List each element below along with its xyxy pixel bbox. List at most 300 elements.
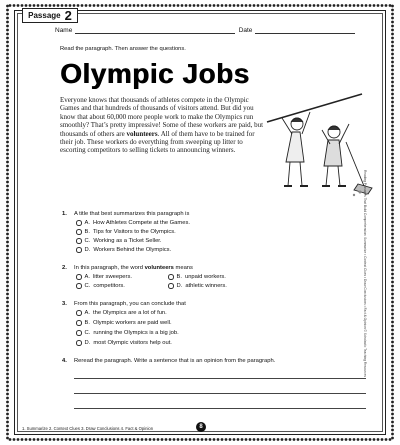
- border-dot: [225, 438, 228, 441]
- border-dot: [391, 253, 394, 256]
- border-dot: [237, 438, 240, 441]
- border-dot: [391, 49, 394, 52]
- border-dot: [45, 4, 48, 7]
- border-dot: [69, 438, 72, 441]
- border-dot: [185, 438, 188, 441]
- option-text: Workers Behind the Olympics.: [93, 247, 172, 253]
- passage-number: 2: [64, 8, 72, 23]
- border-dot: [97, 4, 100, 7]
- border-dot: [373, 438, 376, 441]
- border-dot: [6, 345, 9, 348]
- border-dot: [6, 133, 9, 136]
- border-dot: [391, 289, 394, 292]
- border-dot: [33, 438, 36, 441]
- border-dot: [237, 4, 240, 7]
- border-dot: [81, 4, 84, 7]
- border-dot: [391, 425, 394, 428]
- border-dot: [293, 4, 296, 7]
- border-dot: [177, 4, 180, 7]
- border-dot: [6, 165, 9, 168]
- border-dot: [6, 373, 9, 376]
- border-dot: [391, 213, 394, 216]
- border-dot: [6, 189, 9, 192]
- border-dot: [391, 361, 394, 364]
- border-dot: [337, 438, 340, 441]
- border-dot: [391, 21, 394, 24]
- option-letter: D.: [176, 283, 183, 289]
- border-dot: [391, 25, 394, 28]
- border-dot: [6, 29, 9, 32]
- answer-line-2[interactable]: [74, 393, 366, 394]
- q2-option-b[interactable]: [168, 274, 226, 280]
- border-dot: [329, 4, 332, 7]
- border-dot: [391, 169, 394, 172]
- border-dot: [6, 385, 9, 388]
- border-dot: [391, 373, 394, 376]
- border-dot: [6, 285, 9, 288]
- border-dot: [6, 225, 9, 228]
- q1-option-b[interactable]: [76, 229, 176, 235]
- border-dot: [145, 4, 148, 7]
- border-dot: [6, 109, 9, 112]
- border-dot: [6, 253, 9, 256]
- border-dot: [6, 297, 9, 300]
- border-dot: [391, 173, 394, 176]
- option-text: the Olympics are a lot of fun.: [92, 310, 167, 316]
- border-dot: [337, 4, 340, 7]
- border-dot: [391, 353, 394, 356]
- border-dot: [6, 417, 9, 420]
- border-dot: [329, 438, 332, 441]
- answer-bubble[interactable]: [76, 238, 82, 244]
- border-dot: [391, 137, 394, 140]
- border-dot: [41, 4, 44, 7]
- border-dot: [391, 5, 394, 8]
- border-dot: [391, 217, 394, 220]
- border-dot: [193, 438, 196, 441]
- border-dot: [245, 4, 248, 7]
- border-dot: [221, 4, 224, 7]
- border-dot: [141, 438, 144, 441]
- border-dot: [369, 438, 372, 441]
- answer-bubble[interactable]: [76, 274, 82, 280]
- border-dot: [181, 4, 184, 7]
- answer-bubble[interactable]: [76, 340, 82, 346]
- border-dot: [6, 301, 9, 304]
- option-letter: B.: [84, 229, 90, 235]
- border-dot: [6, 153, 9, 156]
- border-dot: [391, 149, 394, 152]
- border-dot: [6, 17, 9, 20]
- border-dot: [391, 77, 394, 80]
- q2-option-a[interactable]: [76, 274, 132, 280]
- border-dot: [391, 377, 394, 380]
- border-dot: [6, 93, 9, 96]
- border-dot: [6, 213, 9, 216]
- border-dot: [6, 41, 9, 44]
- border-dot: [6, 105, 9, 108]
- border-dot: [165, 4, 168, 7]
- question-3: [62, 301, 186, 307]
- border-dot: [129, 438, 132, 441]
- border-dot: [105, 438, 108, 441]
- border-dot: [29, 438, 32, 441]
- border-dot: [391, 205, 394, 208]
- border-dot: [217, 438, 220, 441]
- answer-bubble[interactable]: [76, 229, 82, 235]
- question-4-prompt: Reread the paragraph. Write a sentence that is an opinion from the paragraph.: [74, 358, 276, 364]
- border-dot: [273, 438, 276, 441]
- border-dot: [391, 109, 394, 112]
- border-dot: [6, 353, 9, 356]
- border-dot: [6, 237, 9, 240]
- border-dot: [391, 421, 394, 424]
- border-dot: [6, 257, 9, 260]
- border-dot: [149, 438, 152, 441]
- answer-bubble[interactable]: [76, 330, 82, 336]
- border-dot: [125, 438, 128, 441]
- border-dot: [385, 438, 388, 441]
- border-dot: [65, 438, 68, 441]
- border-dot: [6, 25, 9, 28]
- option-text: competitors.: [93, 283, 125, 289]
- option-letter: C.: [84, 330, 91, 336]
- q3-option-a[interactable]: [76, 310, 167, 316]
- border-dot: [81, 438, 84, 441]
- border-dot: [265, 438, 268, 441]
- answer-bubble[interactable]: [76, 247, 82, 253]
- border-dot: [321, 4, 324, 7]
- border-dot: [49, 438, 52, 441]
- border-dot: [121, 438, 124, 441]
- option-letter: A.: [84, 220, 90, 226]
- border-dot: [6, 205, 9, 208]
- border-dot: [391, 89, 394, 92]
- border-dot: [6, 413, 9, 416]
- border-dot: [6, 309, 9, 312]
- border-dot: [93, 4, 96, 7]
- border-dot: [249, 438, 252, 441]
- border-dot: [85, 4, 88, 7]
- border-dot: [69, 4, 72, 7]
- border-dot: [189, 4, 192, 7]
- border-dot: [6, 245, 9, 248]
- border-dot: [6, 49, 9, 52]
- border-dot: [391, 145, 394, 148]
- border-dot: [85, 438, 88, 441]
- border-dot: [261, 4, 264, 7]
- passage-tab: [22, 8, 78, 23]
- border-dot: [6, 21, 9, 24]
- border-dot: [213, 438, 216, 441]
- border-dot: [391, 301, 394, 304]
- border-dot: [161, 4, 164, 7]
- answer-bubble[interactable]: [76, 283, 82, 289]
- border-dot: [133, 438, 136, 441]
- border-dot: [377, 4, 380, 7]
- border-dot: [6, 33, 9, 36]
- border-dot: [293, 438, 296, 441]
- border-dot: [385, 4, 388, 7]
- border-dot: [6, 161, 9, 164]
- border-dot: [6, 365, 9, 368]
- border-dot: [6, 121, 9, 124]
- answer-line-3[interactable]: [74, 408, 366, 409]
- border-dot: [391, 233, 394, 236]
- border-dot: [221, 438, 224, 441]
- border-dot: [391, 105, 394, 108]
- border-dot: [6, 261, 9, 264]
- border-dot: [6, 425, 9, 428]
- border-dot: [6, 361, 9, 364]
- border-dot: [117, 438, 120, 441]
- border-dot: [391, 9, 394, 12]
- q2-option-c[interactable]: [76, 283, 125, 289]
- answer-line-1[interactable]: [74, 378, 366, 379]
- border-dot: [61, 4, 64, 7]
- border-dot: [391, 325, 394, 328]
- option-letter: B.: [176, 274, 182, 280]
- border-dot: [391, 317, 394, 320]
- border-dot: [241, 4, 244, 7]
- border-dot: [109, 4, 112, 7]
- border-dot: [205, 4, 208, 7]
- border-dot: [269, 4, 272, 7]
- border-dot: [297, 4, 300, 7]
- border-dot: [391, 229, 394, 232]
- border-dot: [391, 409, 394, 412]
- border-dot: [391, 393, 394, 396]
- q3-option-b[interactable]: [76, 320, 172, 326]
- border-dot: [249, 4, 252, 7]
- border-dot: [361, 438, 364, 441]
- border-dot: [6, 409, 9, 412]
- question-1: [62, 211, 189, 217]
- border-dot: [6, 313, 9, 316]
- border-dot: [6, 337, 9, 340]
- border-dot: [6, 429, 9, 432]
- answer-bubble[interactable]: [76, 310, 82, 316]
- border-dot: [6, 9, 9, 12]
- border-dot: [289, 438, 292, 441]
- q3-option-c[interactable]: [76, 330, 179, 336]
- border-dot: [45, 438, 48, 441]
- border-dot: [391, 165, 394, 168]
- border-dot: [313, 4, 316, 7]
- border-dot: [6, 289, 9, 292]
- border-dot: [6, 381, 9, 384]
- border-dot: [21, 4, 24, 7]
- border-dot: [6, 209, 9, 212]
- border-dot: [365, 438, 368, 441]
- decorative-border-bottom: [8, 437, 392, 442]
- border-dot: [391, 209, 394, 212]
- border-dot: [113, 438, 116, 441]
- q2-option-d[interactable]: [168, 283, 227, 289]
- border-dot: [391, 241, 394, 244]
- border-dot: [391, 437, 394, 440]
- border-dot: [253, 438, 256, 441]
- border-dot: [49, 4, 52, 7]
- border-dot: [391, 117, 394, 120]
- passage-text-start: Everyone knows that thousands of athletes compete in the Olympic Games and that hundreds of thousands of visitors attend. But did you know that about 60,000 more people work to make the Olympics run smoothly? That’s pretty impressive! Some of these workers are paid, but thousands of others are: [60, 96, 264, 138]
- border-dot: [391, 157, 394, 160]
- border-dot: [6, 65, 9, 68]
- question-1-prompt: A title that best summarizes this paragraph is: [74, 211, 190, 217]
- border-dot: [391, 261, 394, 264]
- border-dot: [391, 113, 394, 116]
- border-dot: [157, 438, 160, 441]
- border-dot: [101, 438, 104, 441]
- border-dot: [6, 185, 9, 188]
- question-1-number: 1.: [62, 211, 67, 217]
- border-dot: [97, 438, 100, 441]
- border-dot: [6, 69, 9, 72]
- question-3-number: 3.: [62, 301, 67, 307]
- border-dot: [391, 61, 394, 64]
- border-dot: [281, 4, 284, 7]
- border-dot: [301, 438, 304, 441]
- border-dot: [6, 437, 9, 440]
- border-dot: [391, 45, 394, 48]
- border-dot: [391, 341, 394, 344]
- border-dot: [193, 4, 196, 7]
- border-dot: [341, 438, 344, 441]
- border-dot: [6, 177, 9, 180]
- border-dot: [391, 245, 394, 248]
- border-dot: [209, 4, 212, 7]
- border-dot: [391, 433, 394, 436]
- border-dot: [391, 273, 394, 276]
- border-dot: [6, 141, 9, 144]
- border-dot: [233, 438, 236, 441]
- passage-paragraph: [60, 96, 265, 155]
- border-dot: [369, 4, 372, 7]
- question-4-number: 4.: [62, 358, 67, 364]
- border-dot: [317, 438, 320, 441]
- q3-option-d[interactable]: [76, 340, 172, 346]
- border-dot: [6, 45, 9, 48]
- border-dot: [6, 201, 9, 204]
- q1-option-c[interactable]: [76, 238, 162, 244]
- border-dot: [225, 4, 228, 7]
- border-dot: [301, 4, 304, 7]
- border-dot: [109, 438, 112, 441]
- option-letter: A.: [84, 274, 90, 280]
- option-text: litter sweepers.: [92, 274, 132, 280]
- border-dot: [391, 385, 394, 388]
- copyright-side-text: Reading Passages That Build Comprehension: Summarize • Context Clues • Draw Conclusions • Fact & Opinion © Scholastic Teaching Resources: [363, 170, 367, 378]
- border-dot: [129, 4, 132, 7]
- border-dot: [333, 4, 336, 7]
- border-dot: [321, 438, 324, 441]
- border-dot: [391, 297, 394, 300]
- border-dot: [6, 85, 9, 88]
- border-dot: [391, 333, 394, 336]
- border-dot: [6, 349, 9, 352]
- border-dot: [141, 4, 144, 7]
- border-dot: [391, 413, 394, 416]
- border-dot: [6, 5, 9, 8]
- border-dot: [391, 57, 394, 60]
- border-dot: [391, 389, 394, 392]
- answer-bubble[interactable]: [76, 320, 82, 326]
- border-dot: [391, 305, 394, 308]
- instructions: Read the paragraph. Then answer the questions.: [60, 46, 186, 52]
- border-dot: [169, 438, 172, 441]
- date-field[interactable]: [255, 27, 355, 34]
- name-field[interactable]: [75, 27, 234, 34]
- border-dot: [391, 189, 394, 192]
- border-dot: [6, 393, 9, 396]
- border-dot: [121, 4, 124, 7]
- border-dot: [6, 197, 9, 200]
- border-dot: [6, 113, 9, 116]
- border-dot: [189, 438, 192, 441]
- border-dot: [6, 173, 9, 176]
- answer-bubble[interactable]: [168, 283, 174, 289]
- border-dot: [391, 277, 394, 280]
- question-3-prompt: From this paragraph, you can conclude that: [74, 301, 186, 307]
- border-dot: [391, 185, 394, 188]
- q1-option-d[interactable]: [76, 247, 171, 253]
- border-dot: [391, 397, 394, 400]
- border-dot: [6, 389, 9, 392]
- answer-bubble[interactable]: [168, 274, 174, 280]
- border-dot: [269, 438, 272, 441]
- border-dot: [353, 4, 356, 7]
- passage-title: Olympic Jobs: [60, 58, 250, 89]
- option-letter: C.: [84, 238, 91, 244]
- border-dot: [391, 281, 394, 284]
- border-dot: [391, 345, 394, 348]
- border-dot: [6, 277, 9, 280]
- border-dot: [265, 4, 268, 7]
- border-dot: [391, 237, 394, 240]
- border-dot: [391, 133, 394, 136]
- border-dot: [57, 4, 60, 7]
- border-dot: [217, 4, 220, 7]
- border-dot: [391, 41, 394, 44]
- border-dot: [6, 13, 9, 16]
- border-dot: [391, 201, 394, 204]
- answer-bubble[interactable]: [76, 220, 82, 226]
- border-dot: [173, 438, 176, 441]
- border-dot: [391, 13, 394, 16]
- border-dot: [357, 438, 360, 441]
- workers-illustration: [262, 92, 377, 200]
- question-2-bold-word: volunteers: [144, 265, 174, 271]
- border-dot: [381, 4, 384, 7]
- border-dot: [391, 309, 394, 312]
- border-dot: [391, 177, 394, 180]
- border-dot: [17, 438, 20, 441]
- border-dot: [105, 4, 108, 7]
- border-dot: [277, 438, 280, 441]
- border-dot: [6, 157, 9, 160]
- footer-skills: 1. Summarize 2. Context Clues 3. Draw Conclusions 4. Fact & Opinion: [22, 426, 154, 431]
- border-dot: [391, 265, 394, 268]
- decorative-border-right: [390, 4, 395, 441]
- border-dot: [6, 169, 9, 172]
- border-dot: [289, 4, 292, 7]
- border-dot: [181, 438, 184, 441]
- q1-option-a[interactable]: [76, 220, 190, 226]
- border-dot: [381, 438, 384, 441]
- option-letter: C.: [84, 283, 91, 289]
- border-dot: [253, 4, 256, 7]
- border-dot: [305, 438, 308, 441]
